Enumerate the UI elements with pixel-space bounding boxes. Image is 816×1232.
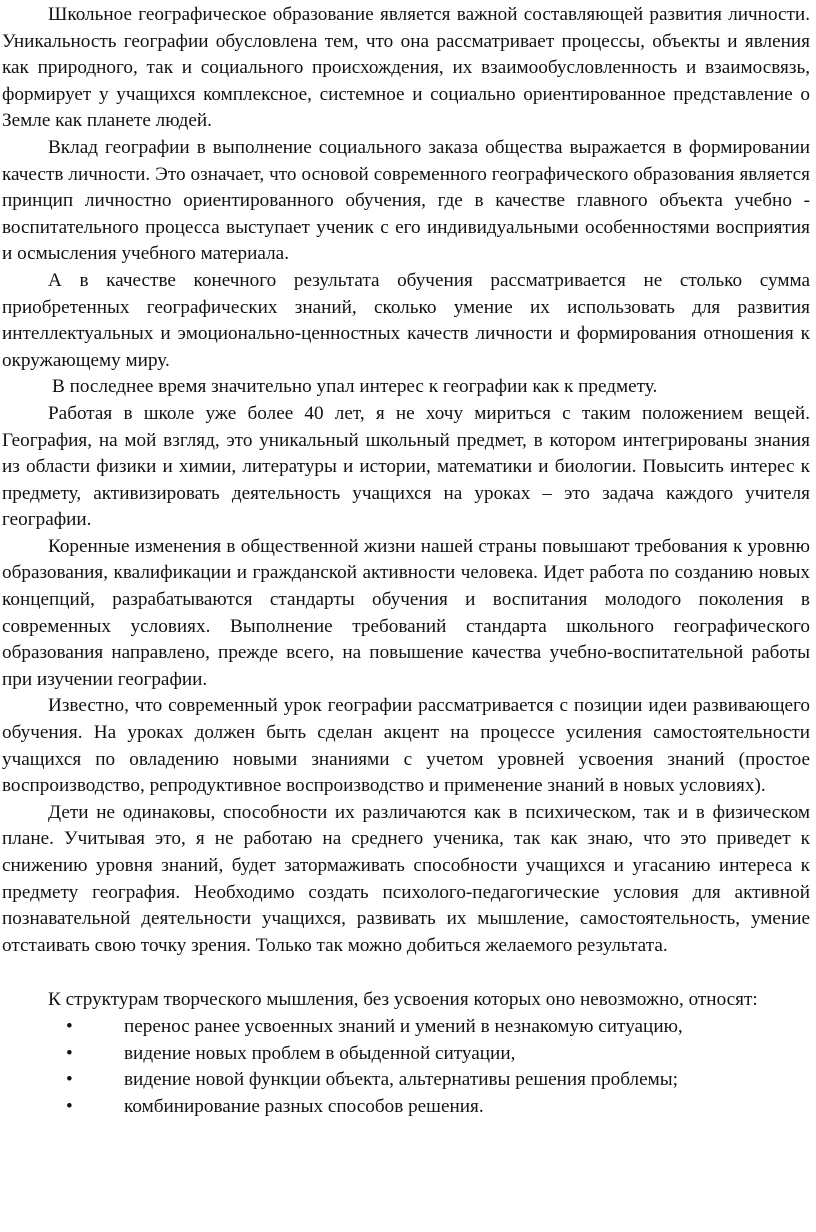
paragraph-5: Работая в школе уже более 40 лет, я не хочу мириться с таким положением вещей. География, на мой взгляд, это уникальный школьный предмет, в котором интегрированы знания из области физики и химии, литературы и истории, математики и биологии. Повысить интерес к предмету, активизировать деятельность учащихся на уроках – это задача каждого учителя географии. <box>2 402 810 531</box>
bullet-icon: • <box>66 1095 73 1117</box>
bullet-icon: • <box>66 1015 73 1037</box>
list-item-text: видение новой функции объекта, альтернативы решения проблемы; <box>124 1069 678 1091</box>
list-item-text: комбинирование разных способов решения. <box>124 1095 484 1117</box>
list-item <box>48 1067 810 1094</box>
list-item-text: перенос ранее усвоенных знаний и умений в незнакомую ситуацию, <box>124 1015 683 1037</box>
paragraph-6: Коренные изменения в общественной жизни нашей страны повышают требования к уровню образования, квалификации и гражданской активности человека. Идет работа по созданию новых концепций, разрабатываются стандарты обучения и воспитания молодого поколения в современных условиях. Выполнение требований стандарта школьного географического образования направлено, прежде всего, на повышение качества учебно-воспитательной работы при изучении географии. <box>2 535 810 690</box>
paragraph-7: Известно, что современный урок географии рассматривается с позиции идеи развивающего обучения. На уроках должен быть сделан акцент на процессе усиления самостоятельности учащихся по овладению новыми знаниями с учетом уровней усвоения знаний (простое воспроизводство, репродуктивное воспроизводство и применение знаний в новых условиях). <box>2 695 810 797</box>
list-item <box>48 1014 810 1041</box>
bullet-list <box>2 1014 810 1120</box>
paragraph-4: В последнее время значительно упал интерес к географии как к предмету. <box>52 376 658 398</box>
list-item <box>48 1041 810 1068</box>
paragraph-2: Вклад географии в выполнение социального заказа общества выражается в формировании качеств личности. Это означает, что основой современного географического образования является принцип личностно ориентированного обучения, где в качестве главного объекта учебно - воспитательного процесса выступает ученик с его индивидуальными особенностями восприятия и осмысления учебного материала. <box>2 136 810 265</box>
paragraph-gap <box>2 959 810 987</box>
list-item <box>48 1094 810 1121</box>
paragraph-1: Школьное географическое образование является важной составляющей развития личности. Уникальность географии обусловлена тем, что она рассматривает процессы, объекты и явления как природного, так и социального происхождения, их взаимообусловленность и взаимосвязь, формирует у учащихся комплексное, системное и социально ориентированное представление о Земле как планете людей. <box>2 4 810 132</box>
paragraph-3: А в качестве конечного результата обучения рассматривается не столько сумма приобретенных географических знаний, сколько умение их использовать для развития интеллектуальных и эмоционально-ценностных качеств личности и формирования отношения к окружающему миру. <box>2 269 810 371</box>
paragraph-8: Дети не одинаковы, способности их различаются как в психическом, так и в физическом плане. Учитывая это, я не работаю на среднего ученика, так как знаю, что это приведет к снижению уровня знаний, будет затормаживать способности учащихся и угасанию интереса к предмету география. Необходимо создать психолого-педагогические условия для активной познавательной деятельности учащихся, развивать их мышление, самостоятельность, умение отстаивать свою точку зрения. Только так можно добиться желаемого результата. <box>2 801 810 956</box>
bullet-icon: • <box>66 1069 73 1091</box>
list-intro: К структурам творческого мышления, без усвоения которых оно невозможно, относят: <box>48 989 758 1011</box>
list-item-text: видение новых проблем в обыденной ситуации, <box>124 1042 516 1064</box>
bullet-icon: • <box>66 1042 73 1064</box>
